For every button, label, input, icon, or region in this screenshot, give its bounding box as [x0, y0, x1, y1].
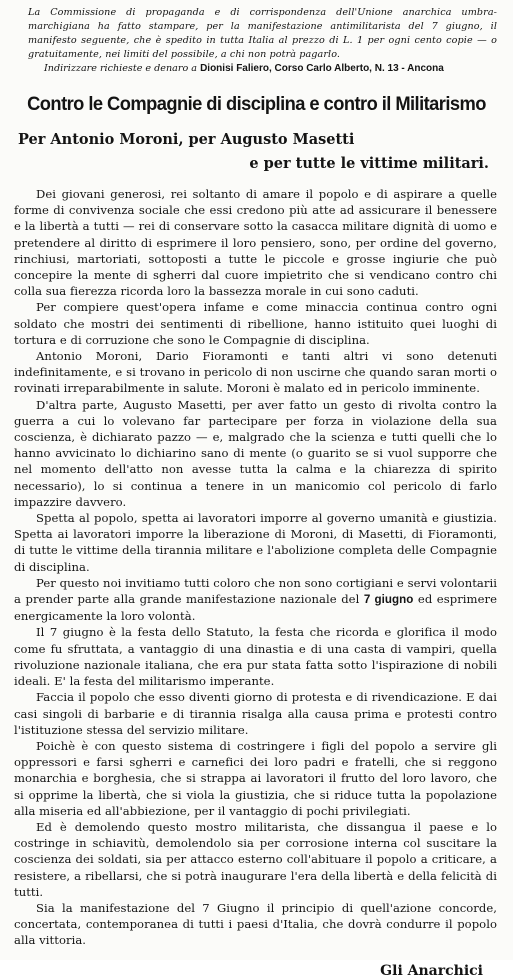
paragraph-6-text-b: ed esprimere energicamente la loro volontà.	[14, 592, 497, 624]
subtitle-names: Per Antonio Moroni, per Augusto Masetti	[18, 131, 355, 148]
paragraph-4: D'altra parte, Augusto Masetti, per aver fatto un gesto di rivolta contro la guerra a cui lo volevano far partecipare per forza in violazione della sua coscienza, è dichiarato pazzo — e, malgrado che la scienza e tutti quelli che lo hanno avvicinato lo dichiarino sano di mente (o guarito se si vuol supporre che nel momento dell'atto non avesse tutta la calma e la chiarezza di spirito necessario), lo si continua a tenere in un manicomio col pericolo di farlo impazzire davvero.	[14, 397, 497, 509]
paragraph-6-date: 7 giugno	[363, 593, 414, 607]
signature: Gli Anarchici	[380, 962, 483, 979]
address-text: Dionisi Faliero, Corso Carlo Alberto, N. 13 - Ancona	[200, 63, 444, 74]
paragraph-10: Ed è demolendo questo mostro militarista, che dissangua il paese e lo costringe in schiavitù, demolendolo sia per corrosione interna col suscitare la coscienza dei soldati, sia per attacco esterno coll'abituare il popolo a criticare, a resistere, a ribellarsi, che si potrà inaugurare l'era della libertà e della felicità di tutti.	[14, 819, 497, 899]
address-prefix: Indirizzare richieste e denaro a	[44, 63, 198, 74]
paragraph-9: Poichè è con questo sistema di costringere i figli del popolo a servire gli oppressori e farsi sgherri e carnefici dei loro padri e fratelli, che si reggono monarchia e borghesia, che si strappa ai lavoratori il frutto del loro lavoro, che si opprime la libertà, che si viola la giustizia, che si riduce tutta la popolazione alla miseria ed all'abbiezione, per il vantaggio di pochi privilegiati.	[14, 738, 497, 818]
paragraph-6-text-a: Per questo noi invitiamo tutti coloro che non sono cortigiani e servi volontarii a prender parte alla grande manifestazione nazionale del	[14, 575, 497, 607]
paragraph-2: Per compiere quest'opera infame e come minaccia continua contro ogni soldato che mostri dei sentimenti di ribellione, hanno istituito quei luoghi di tortura e di corruzione che sono le Compagnie di disciplina.	[14, 300, 497, 347]
paragraph-5: Spetta al popolo, spetta ai lavoratori imporre al governo umanità e giustizia. Spetta ai lavoratori imporre la liberazione di Moroni, di Masetti, di Fioramonti, di tutte le vittime della tirannia militare e l'abolizione completa delle Compagnie di disciplina.	[14, 511, 497, 574]
manifesto-title: Contro le Compagnie di disciplina e contro il Militarismo	[27, 93, 486, 115]
intro-note: La Commissione di propaganda e di corrispondenza dell'Unione anarchica umbra-marchigiana ha fatto stampare, per la manifestazione antimilitarista del 7 giugno, il manifesto seguente, che è spedito in tutta Italia al prezzo di L. 1 per ogni cento copie — o gratuitamente, nei limiti del possibile, a chi non potrà pagarlo.	[28, 7, 497, 60]
address-line	[44, 62, 497, 76]
paragraph-6	[14, 575, 497, 625]
paragraph-1: Dei giovani generosi, rei soltanto di amare il popolo e di aspirare a quelle forme di convivenza sociale che essi credono più atte ad assicurare il benessere e la libertà a tutti — rei di conservare sotto la casacca militare dignità di uomo e pretendere al diritto di esprimere il loro pensiero, sono, per ordine del governo, rinchiusi, martoriati, sottoposti a tutte le piccole e grosse ingiurie che può concepire la mente di sgherri dal cuore impietrito che si vendicano contro chi colla sua fierezza ricorda loro la bassezza morale in cui sono caduti.	[14, 187, 497, 299]
paragraph-8: Faccia il popolo che esso diventi giorno di protesta e di rivendicazione. E dai casi singoli di barbarie e di tirannia risalga alla causa prima e protesti contro l'istituzione stessa del servizio militare.	[14, 690, 497, 737]
manifesto-body	[10, 186, 503, 949]
paragraph-11: Sia la manifestazione del 7 Giugno il principio di quell'azione concorde, concertata, contemporanea di tutti i paesi d'Italia, che dovrà condurre il popolo alla vittoria.	[14, 900, 497, 948]
paragraph-7: Il 7 giugno è la festa dello Statuto, la festa che ricorda e glorifica il modo come fu sfruttata, a vantaggio di una dinastia e di una casta di vampiri, quella rivoluzione nazionale italiana, che era pur stata fatta sotto l'ispirazione di nobili ideali. E' la festa del militarismo imperante.	[14, 625, 497, 689]
paragraph-3: Antonio Moroni, Dario Fioramonti e tanti altri vi sono detenuti indefinitamente, e si trovano in pericolo di non uscirne che quando saran morti o rovinati irreparabilmente in salute. Moroni è malato ed in pericolo imminente.	[14, 349, 497, 396]
subtitle-victims: e per tutte le vittime militari.	[249, 155, 489, 172]
